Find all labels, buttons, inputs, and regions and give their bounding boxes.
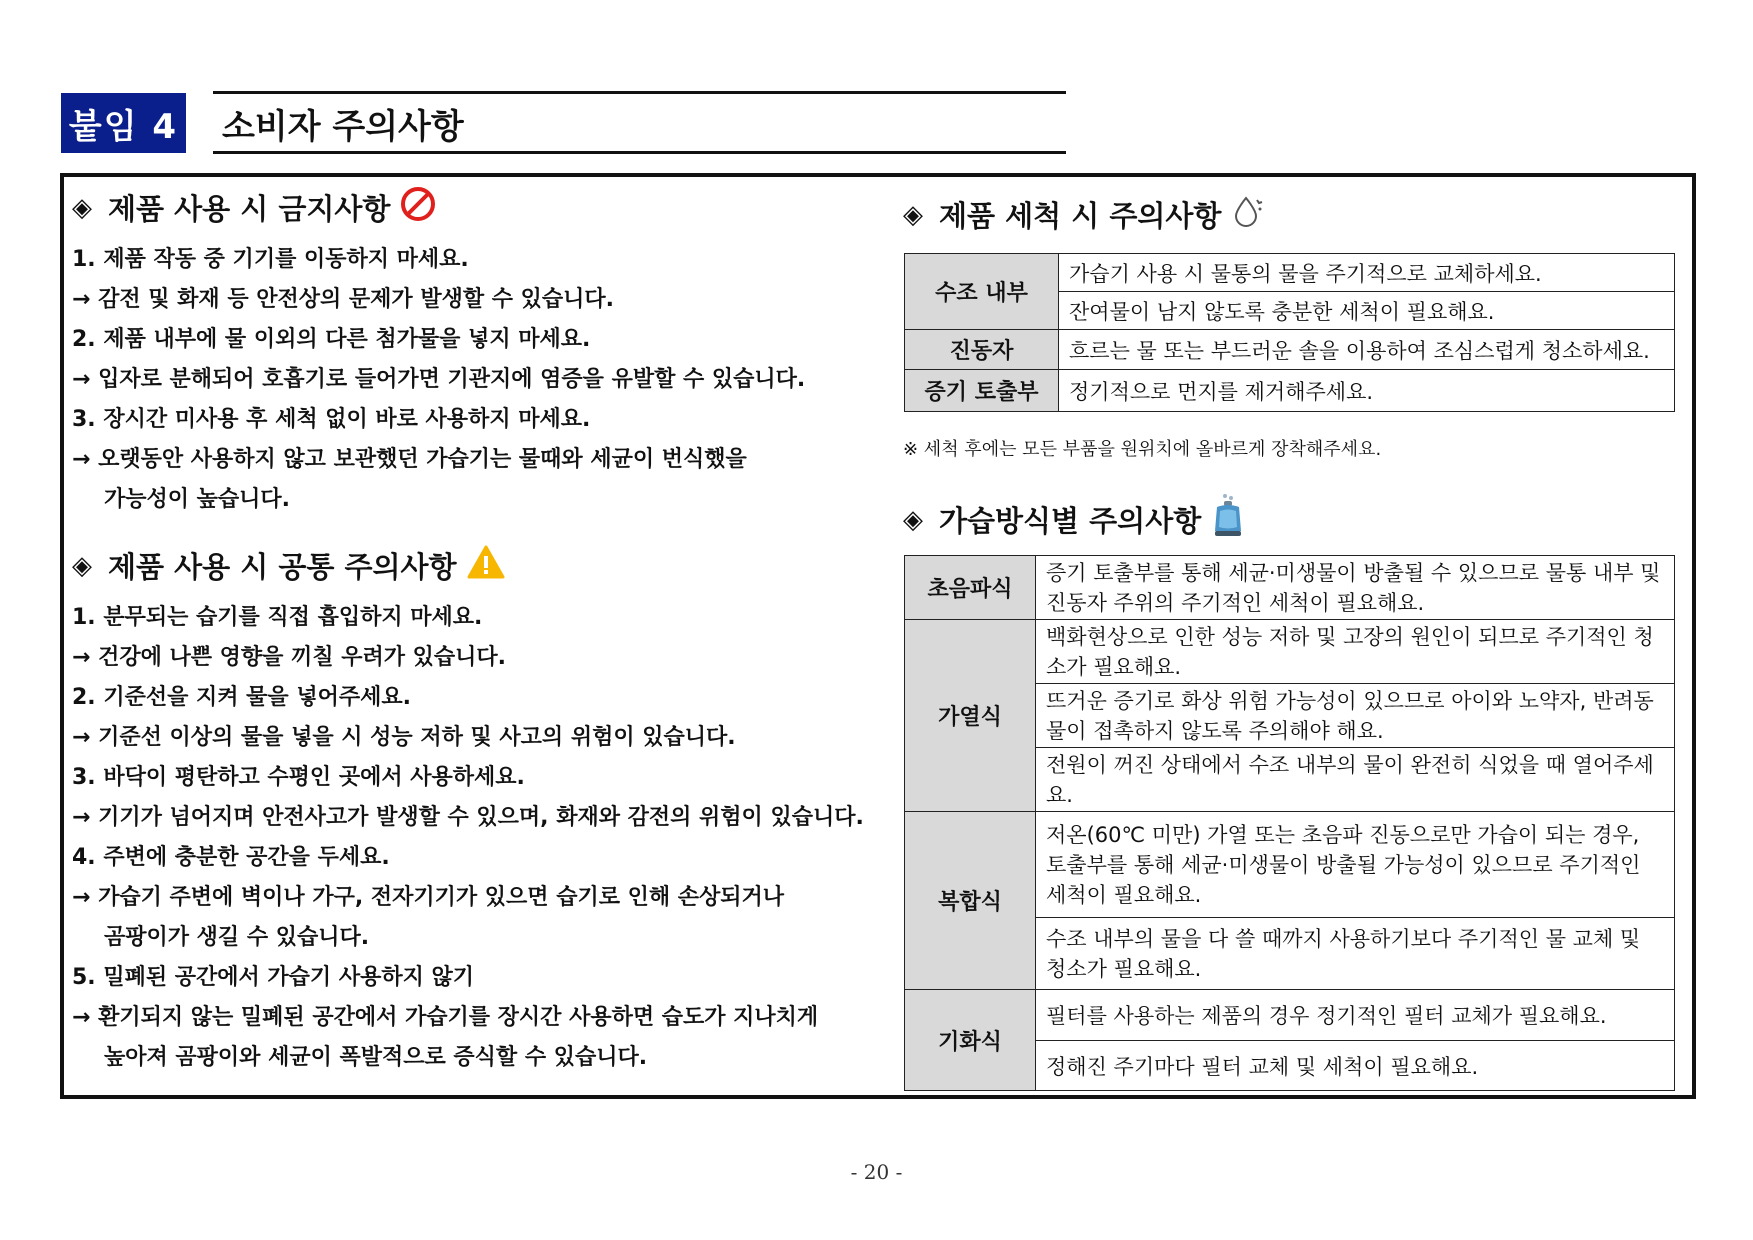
row-label: 가열식 xyxy=(905,620,1036,812)
section-heading-cleaning xyxy=(903,194,1265,235)
table-cell: 정기적으로 먼지를 제거해주세요. xyxy=(1059,370,1675,412)
warning-icon xyxy=(467,545,505,586)
page-number: - 20 - xyxy=(850,1160,903,1184)
cleaning-note: ※ 세척 후에는 모든 부품을 원위치에 올바르게 장착해주세요. xyxy=(903,439,1382,460)
water-drop-icon xyxy=(1231,194,1265,235)
row-label: 기화식 xyxy=(905,990,1036,1091)
section-heading-common xyxy=(72,545,505,586)
row-label: 복합식 xyxy=(905,812,1036,990)
section-heading-prohibited xyxy=(72,186,436,229)
list-item: → 기기가 넘어지며 안전사고가 발생할 수 있으며, 화재와 감전의 위험이 있습니다. xyxy=(72,805,864,830)
row-label: 수조 내부 xyxy=(905,254,1059,330)
appendix-badge: 붙임 4 xyxy=(61,93,186,153)
list-item: → 기준선 이상의 물을 넣을 시 성능 저하 및 사고의 위험이 있습니다. xyxy=(72,725,736,750)
list-item: 1. 제품 작동 중 기기를 이동하지 마세요. xyxy=(72,247,469,272)
section-heading-text: 가습방식별 주의사항 xyxy=(939,504,1202,538)
title-rule-bottom xyxy=(213,151,1066,154)
table-cell: 전원이 꺼진 상태에서 수조 내부의 물이 완전히 식었을 때 열어주세요. xyxy=(1036,748,1675,812)
list-item: → 오랫동안 사용하지 않고 보관했던 가습기는 물때와 세균이 번식했을 xyxy=(72,447,747,472)
list-item: 2. 기준선을 지켜 물을 넣어주세요. xyxy=(72,685,411,710)
list-item: → 환기되지 않는 밀폐된 공간에서 가습기를 장시간 사용하면 습도가 지나치게 xyxy=(72,1005,819,1030)
row-label: 초음파식 xyxy=(905,556,1036,620)
list-item: 곰팡이가 생길 수 있습니다. xyxy=(104,925,370,950)
diamond-bullet-icon: ◈ xyxy=(72,192,92,223)
list-item: → 건강에 나쁜 영향을 끼칠 우려가 있습니다. xyxy=(72,645,507,670)
list-item: 3. 바닥이 평탄하고 수평인 곳에서 사용하세요. xyxy=(72,765,525,790)
table-cell: 증기 토출부를 통해 세균·미생물이 방출될 수 있으므로 물통 내부 및 진동자 주위의 주기적인 세척이 필요해요. xyxy=(1036,556,1675,620)
cleaning-table xyxy=(904,253,1675,412)
table-cell: 백화현상으로 인한 성능 저하 및 고장의 원인이 되므로 주기적인 청소가 필요해요. xyxy=(1036,620,1675,684)
table-cell: 잔여물이 남지 않도록 충분한 세척이 필요해요. xyxy=(1059,292,1675,330)
table-cell: 저온(60℃ 미만) 가열 또는 초음파 진동으로만 가습이 되는 경우, 토출부를 통해 세균·미생물이 방출될 가능성이 있으므로 주기적인 세척이 필요해요. xyxy=(1036,812,1675,918)
table-cell: 필터를 사용하는 제품의 경우 정기적인 필터 교체가 필요해요. xyxy=(1036,990,1675,1041)
prohibited-icon xyxy=(400,186,436,229)
title-rule-top xyxy=(213,91,1066,94)
table-cell: 수조 내부의 물을 다 쓸 때까지 사용하기보다 주기적인 물 교체 및 청소가 필요해요. xyxy=(1036,918,1675,990)
table-cell: 가습기 사용 시 물통의 물을 주기적으로 교체하세요. xyxy=(1059,254,1675,292)
row-label: 증기 토출부 xyxy=(905,370,1059,412)
list-item: 4. 주변에 충분한 공간을 두세요. xyxy=(72,845,390,870)
list-item: → 입자로 분해되어 호흡기로 들어가면 기관지에 염증을 유발할 수 있습니다. xyxy=(72,367,806,392)
list-item: 2. 제품 내부에 물 이외의 다른 첨가물을 넣지 마세요. xyxy=(72,327,591,352)
list-item: 5. 밀폐된 공간에서 가습기 사용하지 않기 xyxy=(72,965,474,990)
row-label: 진동자 xyxy=(905,330,1059,370)
section-heading-text: 제품 사용 시 금지사항 xyxy=(108,192,391,226)
diamond-bullet-icon: ◈ xyxy=(903,504,923,535)
humidifier-icon xyxy=(1211,493,1245,546)
section-heading-text: 제품 사용 시 공통 주의사항 xyxy=(108,550,457,584)
table-cell: 흐르는 물 또는 부드러운 솔을 이용하여 조심스럽게 청소하세요. xyxy=(1059,330,1675,370)
diamond-bullet-icon: ◈ xyxy=(903,199,923,230)
diamond-bullet-icon: ◈ xyxy=(72,550,92,581)
section-heading-text: 제품 세척 시 주의사항 xyxy=(939,199,1222,233)
page-title: 소비자 주의사항 xyxy=(222,106,464,147)
table-cell: 정해진 주기마다 필터 교체 및 세척이 필요해요. xyxy=(1036,1041,1675,1091)
table-cell: 뜨거운 증기로 화상 위험 가능성이 있으므로 아이와 노약자, 반려동물이 접촉하지 않도록 주의해야 해요. xyxy=(1036,684,1675,748)
section-heading-types xyxy=(903,493,1245,546)
list-item: 가능성이 높습니다. xyxy=(104,487,291,512)
list-item: 높아져 곰팡이와 세균이 폭발적으로 증식할 수 있습니다. xyxy=(104,1045,648,1070)
list-item: 1. 분무되는 습기를 직접 흡입하지 마세요. xyxy=(72,605,483,630)
humidifier-type-table xyxy=(904,555,1675,1091)
list-item: 3. 장시간 미사용 후 세척 없이 바로 사용하지 마세요. xyxy=(72,407,591,432)
list-item: → 가습기 주변에 벽이나 가구, 전자기기가 있으면 습기로 인해 손상되거나 xyxy=(72,885,785,910)
list-item: → 감전 및 화재 등 안전상의 문제가 발생할 수 있습니다. xyxy=(72,287,615,312)
